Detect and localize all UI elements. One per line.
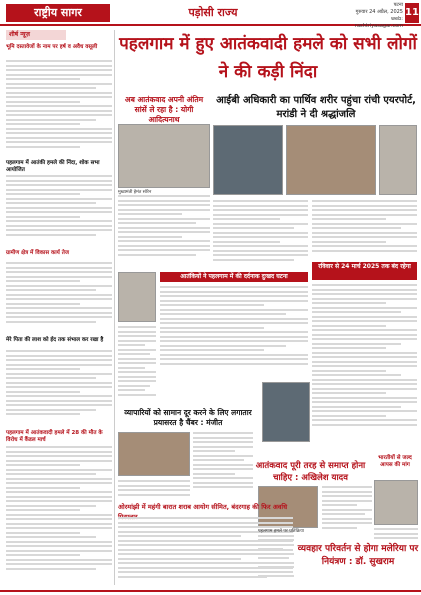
date: गुरुवार 24 अप्रैल, 2025 [355, 9, 403, 15]
left-article-body-1 [6, 60, 112, 155]
news-photo-right [374, 480, 418, 525]
mid-box-body [160, 286, 308, 378]
article-ib-body-1 [213, 200, 308, 270]
bottom-rule [0, 590, 421, 592]
article-right-body [374, 528, 418, 542]
caption-akhilesh: पहलगाम हमले पर प्रतिक्रिया [258, 529, 304, 534]
left-headline-3: ग्रामीण क्षेत्र में विकास कार्य तेज [6, 250, 69, 256]
website: web: rashtriyasagar.com [354, 16, 403, 29]
left-headline-4: मेरे पिता की लाश को ईद तक संभाल कर रखा है [6, 337, 104, 343]
article-bottom-body [258, 530, 294, 586]
news-photo-crowd [379, 125, 417, 195]
left-article-body-4 [6, 350, 112, 425]
left-headline-5: पहलगाम में आतंकवादी हमले में 28 की मौत के विरोध में कैंडल मार्च [6, 430, 103, 443]
mid-box-heading: आतंकियों ने पहलगाम में की दर्दनाक दुःखद घटना [160, 272, 308, 282]
sub-headline-yogi: अब आतंकवाद अपनी अंतिम सांसें ले रहा है : योगी आदित्यनाथ [124, 95, 204, 124]
left-article-body-3 [6, 262, 112, 332]
dateline [345, 2, 403, 29]
news-photo-airport [213, 125, 283, 195]
mid-headline-chamber: व्यापारियों को सामान दूर करने के लिए लगातार प्रयासरत है चैंबर : मंजीत [124, 408, 252, 427]
news-photo-speaker [262, 382, 310, 442]
right-box-body [312, 284, 417, 449]
main-headline: पहलगाम में हुए आतंकवादी हमले को सभी लोगों ने की कड़ी निंदा [119, 34, 417, 82]
article-chamber-body [193, 432, 253, 500]
news-photo-chamber [118, 432, 190, 476]
section-tag: शीर्ष न्यूज़ [6, 30, 66, 40]
brand-logo: राष्ट्रीय सागर [6, 4, 110, 22]
article-chamber-body-2 [118, 480, 190, 498]
news-photo-tribute [286, 125, 376, 195]
headline-ormanjhi: ओरमांझी में महंगी बारात शराब आयोग सीमित, बंदरगाह की फिर अवधि [118, 503, 288, 511]
left-article-body-5 [6, 446, 112, 586]
article-akhilesh-body [322, 486, 372, 538]
section-title: पड़ोसी राज्य [188, 6, 238, 19]
headline-malaria: व्यवहार परिवर्तन से होगा मलेरिया पर नियंत्रण : डॉ. सुखराम [297, 544, 419, 567]
city: पटना [393, 2, 403, 8]
article-yogi-body [118, 195, 210, 267]
masthead [0, 0, 421, 29]
article-ib-body-2 [312, 200, 417, 260]
page-number: 11 [405, 3, 419, 23]
sub-headline-ib-officer: आईबी अधिकारी का पार्थिव शरीर पहुंचा रांची एयरपोर्ट, मरांडी ने दी श्रद्धांजलि [216, 95, 416, 120]
column-divider [114, 30, 115, 585]
left-article-body-2 [6, 175, 112, 245]
right-small-headline: भारतीयों से जल्द आपस की मांग [378, 455, 412, 468]
right-box-heading: रविवार से 24 मार्च 2025 तक बंद रहेगा [312, 262, 417, 280]
article-side-body [118, 326, 156, 406]
left-headline-2: पहलगाम में आतंकी हमले की निंदा, शोक सभा आयोजित [6, 160, 100, 173]
caption-cm: मुख्यमंत्री हेमंत सोरेन [118, 190, 152, 195]
headline-akhilesh: आतंकवाद पूरी तरह से समाप्त होना चाहिए : अखिलेश यादव [255, 461, 366, 483]
news-photo-portrait [118, 272, 156, 322]
news-photo-meeting [118, 124, 210, 188]
left-headline-1: भूमि दस्तावेजों के नाम पर हर्ष व अवैध वसूली [6, 44, 98, 50]
